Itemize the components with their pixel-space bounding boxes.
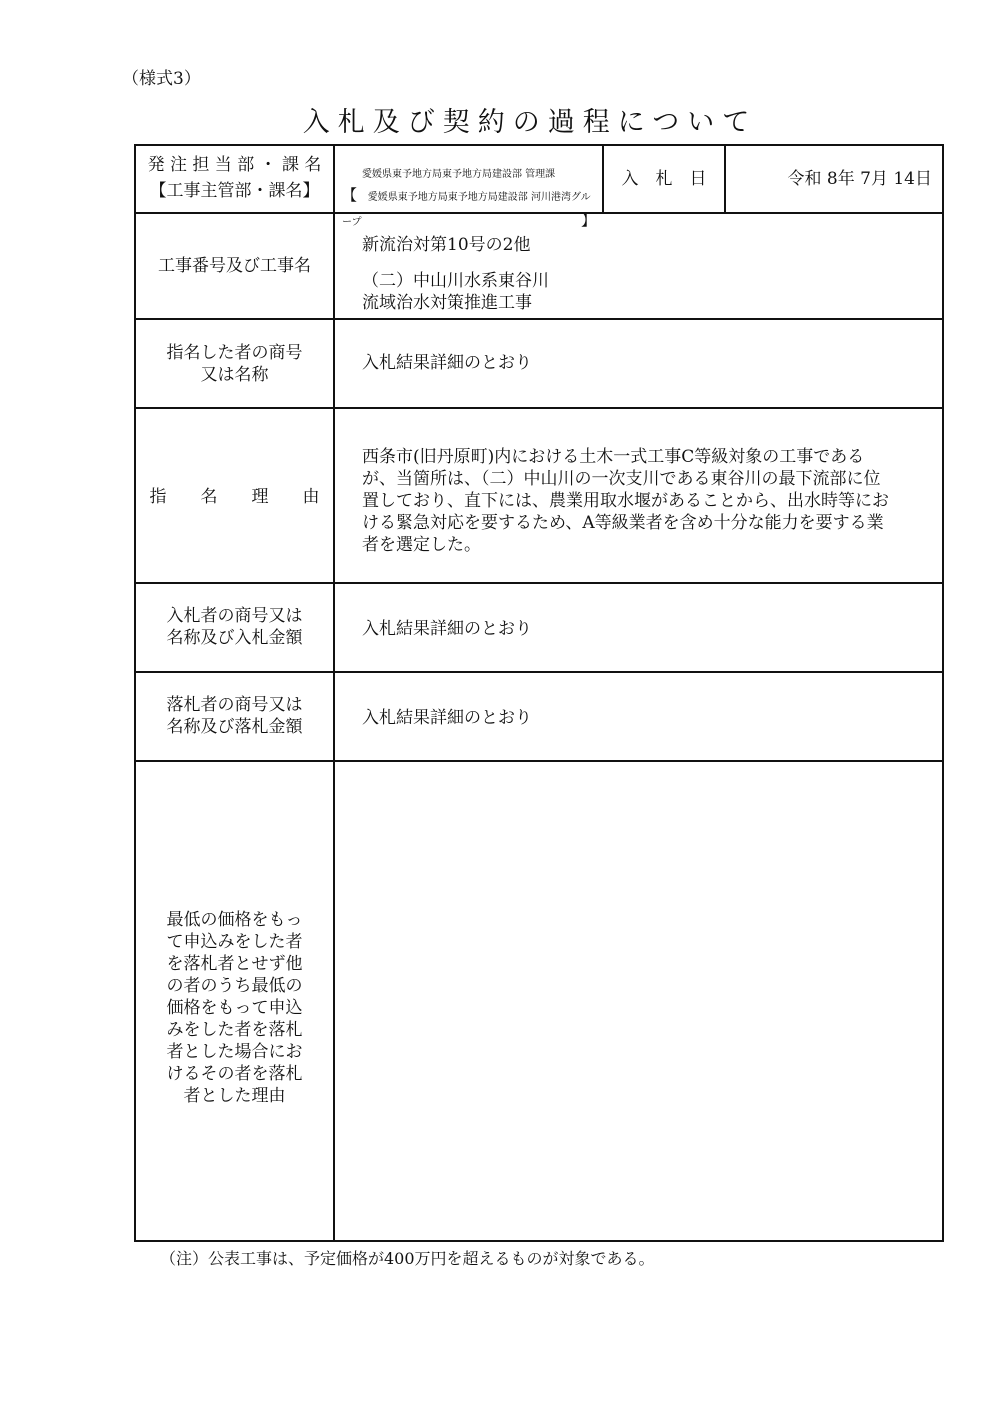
bidders-label-line1: 入札者の商号又は [166,606,303,626]
exception-label-line: 最低の価格をもっ [166,910,303,930]
row-divider [136,407,942,409]
dept-value-line2-text: 愛媛県東予地方局東予地方局建設部 河川港湾グループ [342,192,591,228]
reason-text [362,446,942,556]
bid-date-label: 入 札 日 [621,169,707,189]
work-name-line2: 流域治水対策推進工事 [362,293,532,313]
dept-label-line1: 発 注 担 当 部 ・ 課 名 [147,155,322,175]
winner-value: 入札結果詳細のとおり [362,708,532,728]
dept-label-line2: 【工事主管部・課名】 [149,181,320,201]
exception-label-line: けるその者を落札 [166,1064,303,1084]
row-divider [136,760,942,762]
bidders-value: 入札結果詳細のとおり [362,619,532,639]
bidders-label-line2: 名称及び入札金額 [166,628,303,648]
exception-label-line: て申込みをした者 [166,932,303,952]
work-name-line1: （二）中山川水系東谷川 [362,271,549,291]
nominee-label [136,342,333,386]
column-divider [333,146,335,1240]
nominee-label-line2: 又は名称 [200,365,269,385]
dept-value-line2 [342,184,596,234]
winner-label-line1: 落札者の商号又は [166,695,303,715]
dept-value-line1: 愛媛県東予地方局東予地方局建設部 管理課 [362,169,556,180]
bid-date-value: 令和 8年 7月 14日 [787,169,932,189]
form-number: （様式3） [122,69,201,89]
row-divider [136,318,942,320]
exception-label-line: 者とした理由 [183,1086,286,1106]
reason-label: 指 名 理 由 [149,487,320,507]
dept-label [136,154,333,202]
document-title: 入札及び契約の過程について [302,107,758,138]
exception-label-line: の者のうち最低の [166,976,303,996]
reason-line: ける緊急対応を要するため、A等級業者を含め十分な能力を要する業 [362,513,884,533]
reason-line: が、当箇所は、（二）中山川の一次支川である東谷川の最下流部に位 [362,469,881,489]
winner-label [136,694,333,738]
work-label: 工事番号及び工事名 [158,256,311,276]
bidders-label [136,605,333,649]
nominee-label-line1: 指名した者の商号 [166,343,303,363]
exception-label-line: 者とした場合にお [166,1042,303,1062]
reason-line: 者を選定した。 [362,535,481,555]
reason-line: 置しており、直下には、農業用取水堰があることから、出水時等にお [362,491,889,511]
exception-label [136,909,333,1107]
exception-label-line: を落札者とせず他 [166,954,303,974]
reason-line: 西条市(旧丹原町)内における土木一式工事C等級対象の工事である [362,447,865,467]
row-divider [136,671,942,673]
bracket-close: 】 [580,211,596,229]
bracket-open: 【 [342,186,358,204]
exception-label-line: みをした者を落札 [166,1020,303,1040]
work-number: 新流治対第10号の2他 [362,235,531,255]
footnote: （注）公表工事は、予定価格が400万円を超えるものが対象である。 [160,1249,655,1268]
procurement-table [134,144,944,1242]
winner-label-line2: 名称及び落札金額 [166,717,303,737]
nominee-value: 入札結果詳細のとおり [362,353,532,373]
row-divider [136,582,942,584]
exception-label-line: 価格をもって申込 [166,998,303,1018]
